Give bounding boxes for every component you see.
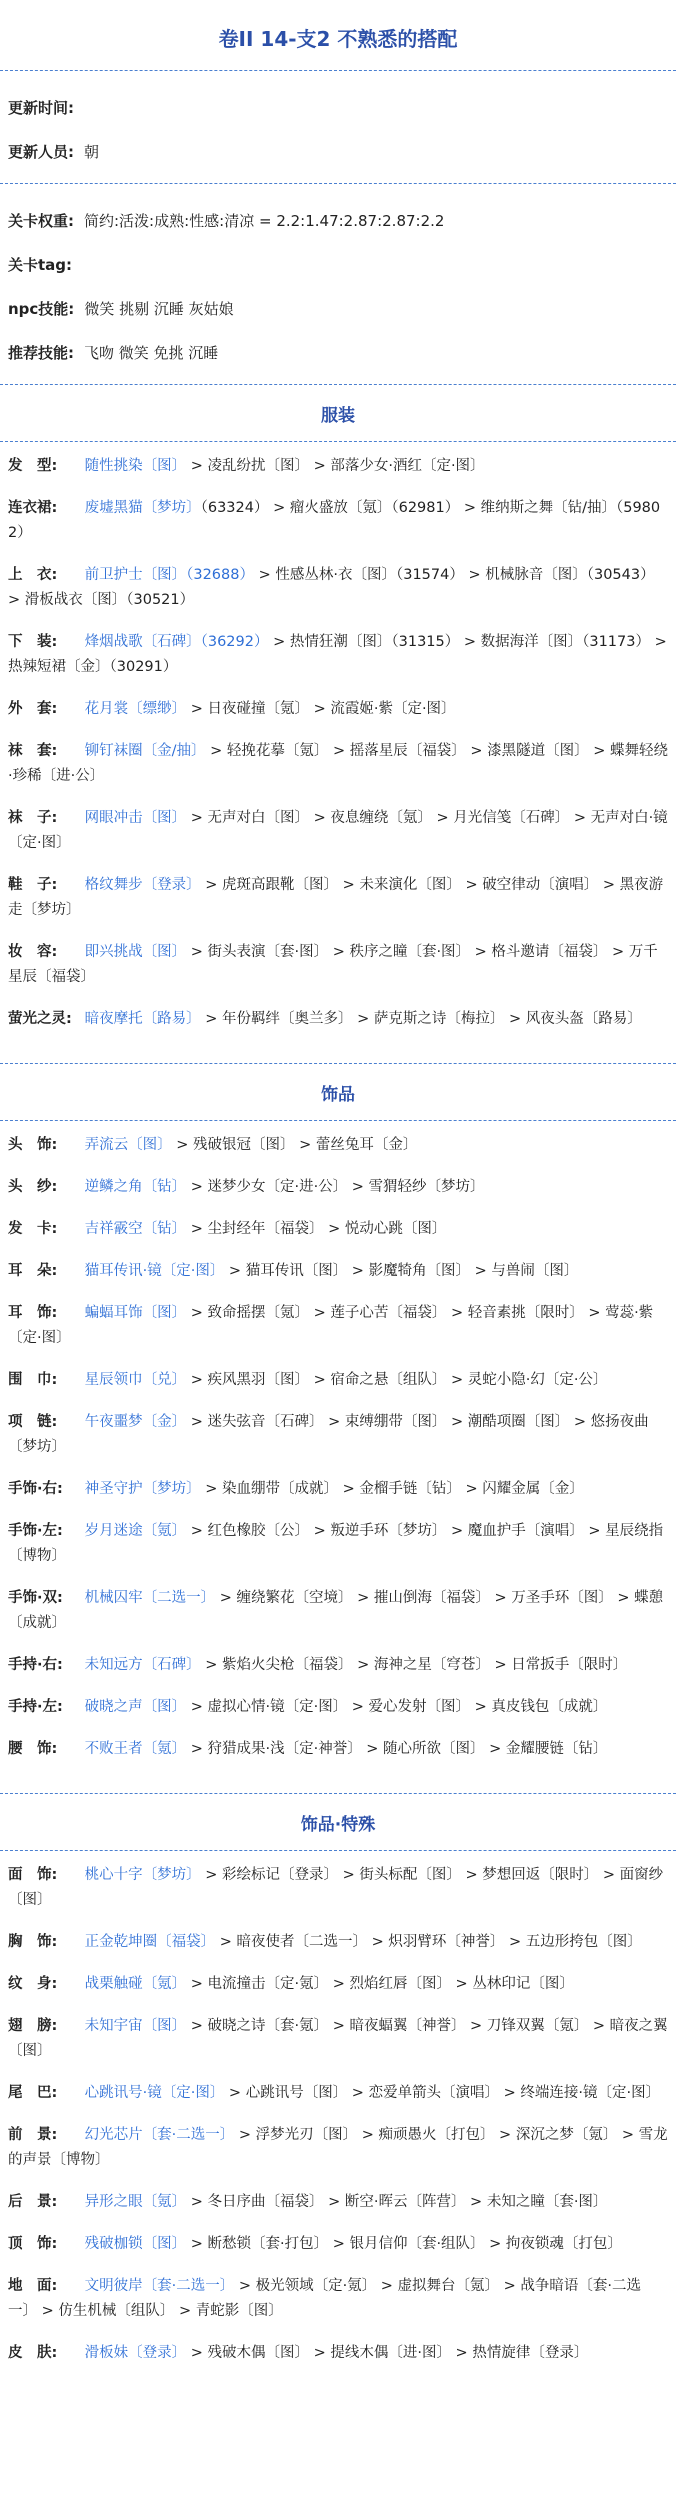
recommended-item-link[interactable]: 格纹舞步〔登录〕 — [84, 877, 201, 893]
recommended-item-link[interactable]: 战栗触碰〔氪〕 — [84, 1976, 187, 1992]
level-info — [0, 184, 676, 384]
slot-label: 妆 容: — [8, 944, 58, 960]
alternative-items: > 无声对白〔图〕 > 夜息缠绕〔氪〕 > 月光信笺〔石碑〕 > 无声对白·镜〔定·图〕 — [8, 810, 668, 851]
recommended-item-link[interactable]: 未知远方〔石碑〕 — [84, 1657, 201, 1673]
meta-key: 更新时间: — [8, 98, 74, 117]
list-item — [8, 1972, 668, 1997]
recommended-item-link[interactable]: 暗夜摩托〔路易〕 — [84, 1011, 201, 1027]
recommended-item-link[interactable]: 神圣守护〔梦坊〕 — [84, 1481, 201, 1497]
slot-label: 手饰·双: — [8, 1590, 63, 1606]
alternative-items: > 断愁锁〔套·打包〕 > 银月信仰〔套·组队〕 > 拘夜锁魂〔打包〕 — [186, 2236, 622, 2252]
alternative-items: > 破晓之诗〔套·氪〕 > 暗夜蝠翼〔神誉〕 > 刀锋双翼〔氪〕 > 暗夜之翼〔图〕 — [8, 2018, 668, 2059]
alternative-items: > 缠绕繁花〔空境〕 > 摧山倒海〔福袋〕 > 万圣手环〔图〕 > 蝶憩〔成就〕 — [8, 1590, 664, 1631]
slot-label: 手持·左: — [8, 1699, 63, 1715]
alternative-items: > 轻挽花摹〔氪〕 > 摇落星辰〔福袋〕 > 漆黑隧道〔图〕 > 蝶舞轻绕·珍稀〔进·公〕 — [8, 743, 668, 784]
list-item — [8, 1368, 668, 1393]
recommended-item-link[interactable]: 异形之眼〔氪〕 — [84, 2194, 187, 2210]
slot-label: 顶 饰: — [8, 2236, 58, 2252]
recommended-item-link[interactable]: 破晓之声〔图〕 — [84, 1699, 187, 1715]
slot-label: 前 景: — [8, 2127, 58, 2143]
alternative-items: （63324） > 瘤火盛放〔氪〕（62981） > 维纳斯之舞〔钻/抽〕（59802） — [8, 500, 661, 541]
item-list — [0, 442, 676, 1063]
list-item — [8, 1863, 668, 1913]
npc-skill-line — [8, 286, 668, 330]
slot-label: 耳 饰: — [8, 1305, 58, 1321]
slot-label: 地 面: — [8, 2278, 58, 2294]
alternative-items: > 红色橡胶〔公〕 > 叛逆手环〔梦坊〕 > 魔血护手〔演唱〕 > 星辰绕指〔博物〕 — [8, 1523, 664, 1564]
list-item — [8, 2123, 668, 2173]
slot-label: 袜 套: — [8, 743, 58, 759]
list-item — [8, 2190, 668, 2215]
alternative-items: > 残破银冠〔图〕 > 蕾丝兔耳〔金〕 — [171, 1137, 418, 1153]
list-item — [8, 2081, 668, 2106]
list-item — [8, 806, 668, 856]
tag-line — [8, 242, 668, 286]
alternative-items: > 彩绘标记〔登录〕 > 街头标配〔图〕 > 梦想回返〔限时〕 > 面窗纱〔图〕 — [8, 1867, 664, 1908]
updater-line — [8, 129, 668, 173]
alternative-items: > 凌乱纷扰〔图〕 > 部落少女·酒红〔定·图〕 — [186, 458, 485, 474]
recommended-item-link[interactable]: 随性挑染〔图〕 — [84, 458, 187, 474]
alternative-items: > 紫焰火尖枪〔福袋〕 > 海神之星〔穹苍〕 > 日常扳手〔限时〕 — [200, 1657, 628, 1673]
list-item — [8, 454, 668, 479]
alternative-items: > 猫耳传讯〔图〕 > 影魔犄角〔图〕 > 与兽闹〔图〕 — [224, 1263, 579, 1279]
recommended-item-link[interactable]: 吉祥霰空〔钻〕 — [84, 1221, 187, 1237]
slot-label: 外 套: — [8, 701, 58, 717]
recommended-item-link[interactable]: 机械囚牢〔二选一〕 — [84, 1590, 216, 1606]
alternative-items: > 迷梦少女〔定·进·公〕 > 雪猬轻纱〔梦坊〕 — [186, 1179, 485, 1195]
list-item — [8, 630, 668, 680]
recommended-item-link[interactable]: 文明彼岸〔套·二选一〕 — [84, 2278, 235, 2294]
slot-label: 萤光之灵: — [8, 1011, 72, 1027]
recommended-item-link[interactable]: 正金乾坤圈〔福袋〕 — [84, 1934, 216, 1950]
recommended-item-link[interactable]: 即兴挑战〔图〕 — [84, 944, 187, 960]
list-item — [8, 1133, 668, 1158]
alternative-items: > 暗夜使者〔二选一〕 > 炽羽臂环〔神誉〕 > 五边形挎包〔图〕 — [215, 1934, 642, 1950]
recommended-item-link[interactable]: 不败王者〔氪〕 — [84, 1741, 187, 1757]
slot-label: 胸 饰: — [8, 1934, 58, 1950]
alternative-items: > 冬日序曲〔福袋〕 > 断空·晖云〔阵营〕 > 未知之瞳〔套·图〕 — [186, 2194, 608, 2210]
section-title: 饰品 — [321, 1084, 355, 1105]
list-item — [8, 1259, 668, 1284]
info-value: 微笑 挑剔 沉睡 灰姑娘 — [84, 299, 234, 318]
alternative-items: > 染血绷带〔成就〕 > 金榴手链〔钻〕 > 闪耀金属〔金〕 — [200, 1481, 584, 1497]
slot-label: 面 饰: — [8, 1867, 58, 1883]
recommended-item-link[interactable]: 逆鳞之角〔钻〕 — [84, 1179, 187, 1195]
slot-label: 纹 身: — [8, 1976, 58, 1992]
alternative-items: > 日夜碰撞〔氪〕 > 流霞姬·紫〔定·图〕 — [186, 701, 456, 717]
slot-label: 手饰·右: — [8, 1481, 63, 1497]
info-key: 关卡tag: — [8, 255, 73, 274]
recommended-item-link[interactable]: 心跳讯号·镜〔定·图〕 — [84, 2085, 225, 2101]
alternative-items: > 致命摇摆〔氪〕 > 莲子心苦〔福袋〕 > 轻音素挑〔限时〕 > 莺蕊·紫〔定·图〕 — [8, 1305, 654, 1346]
recommended-item-link[interactable]: 桃心十字〔梦坊〕 — [84, 1867, 201, 1883]
slot-label: 连衣裙: — [8, 500, 58, 516]
slot-label: 耳 朵: — [8, 1263, 58, 1279]
list-item — [8, 1737, 668, 1762]
slot-label: 鞋 子: — [8, 877, 58, 893]
info-key: 关卡权重: — [8, 211, 74, 230]
slot-label: 手饰·左: — [8, 1523, 63, 1539]
alternative-items: > 疾风黑羽〔图〕 > 宿命之悬〔组队〕 > 灵蛇小隐·幻〔定·公〕 — [186, 1372, 608, 1388]
list-item — [8, 2341, 668, 2366]
alternative-items: > 虎斑高跟靴〔图〕 > 未来演化〔图〕 > 破空律动〔演唱〕 > 黑夜游走〔梦坊〕 — [8, 877, 664, 918]
slot-label: 后 景: — [8, 2194, 58, 2210]
sections-container — [0, 384, 676, 2397]
page-title: 卷II 14-支2 不熟悉的搭配 — [218, 26, 458, 51]
info-value: 简约:活泼:成熟:性感:清凉 = 2.2:1.47:2.87:2.87:2.2 — [84, 211, 445, 230]
slot-label: 腰 饰: — [8, 1741, 58, 1757]
alternative-items: > 残破木偶〔图〕 > 提线木偶〔进·图〕 > 热情旋律〔登录〕 — [186, 2345, 589, 2361]
recommended-item-link[interactable]: 午夜噩梦〔金〕 — [84, 1414, 187, 1430]
list-item — [8, 1695, 668, 1720]
update-time-line — [8, 85, 668, 129]
recommended-item-link[interactable]: 铆钉袜圈〔金/抽〕 — [84, 743, 206, 759]
alternative-items: > 浮梦光刃〔图〕 > 痴顽愚火〔打包〕 > 深沉之梦〔氪〕 > 雪龙的声景〔博物〕 — [8, 2127, 668, 2168]
recommended-item-link[interactable]: 残破枷锁〔图〕 — [84, 2236, 187, 2252]
slot-label: 下 装: — [8, 634, 58, 650]
alternative-items: > 电流撞击〔定·氪〕 > 烈焰红唇〔图〕 > 丛林印记〔图〕 — [186, 1976, 574, 1992]
list-item — [8, 697, 668, 722]
list-item — [8, 2274, 668, 2324]
slot-label: 翅 膀: — [8, 2018, 58, 2034]
alternative-items: > 街头表演〔套·图〕 > 秩序之瞳〔套·图〕 > 格斗邀请〔福袋〕 > 万千星辰〔福袋〕 — [8, 944, 658, 985]
alternative-items: > 极光领域〔定·氪〕 > 虚拟舞台〔氪〕 > 战争暗语〔套·二选一〕 > 仿生机械〔组队〕 > 青蛇影〔图〕 — [8, 2278, 642, 2319]
recommended-item-link[interactable]: 未知宇宙〔图〕 — [84, 2018, 187, 2034]
list-item — [8, 1217, 668, 1242]
recommended-skill-line — [8, 330, 668, 374]
alternative-items: > 狩猎成果·浅〔定·神誉〕 > 随心所欲〔图〕 > 金耀腰链〔钻〕 — [186, 1741, 608, 1757]
alternative-items: > 虚拟心情·镜〔定·图〕 > 爱心发射〔图〕 > 真皮钱包〔成就〕 — [186, 1699, 608, 1715]
slot-label: 发 型: — [8, 458, 58, 474]
info-key: npc技能: — [8, 299, 75, 318]
slot-label: 发 卡: — [8, 1221, 58, 1237]
info-value: 飞吻 微笑 免挑 沉睡 — [84, 343, 219, 362]
slot-label: 袜 子: — [8, 810, 58, 826]
recommended-item-link[interactable]: 前卫护士〔图〕（32688） — [84, 567, 254, 583]
list-item — [8, 563, 668, 613]
slot-label: 手持·右: — [8, 1657, 63, 1673]
slot-label: 皮 肤: — [8, 2345, 58, 2361]
recommended-item-link[interactable]: 星辰领巾〔兑〕 — [84, 1372, 187, 1388]
recommended-item-link[interactable]: 烽烟战歌〔石碑〕（36292） — [84, 634, 269, 650]
recommended-item-link[interactable]: 岁月迷途〔氪〕 — [84, 1523, 187, 1539]
list-item — [8, 2232, 668, 2257]
recommended-item-link[interactable]: 幻光芯片〔套·二选一〕 — [84, 2127, 235, 2143]
section-title: 饰品·特殊 — [300, 1814, 376, 1835]
list-item — [8, 1586, 668, 1636]
slot-label: 围 巾: — [8, 1372, 58, 1388]
alternative-items: > 年份羁绊〔奥兰多〕 > 萨克斯之诗〔梅拉〕 > 风夜头盔〔路易〕 — [200, 1011, 642, 1027]
recommended-item-link[interactable]: 花月裳〔缥缈〕 — [84, 701, 187, 717]
alternative-items: > 热情狂潮〔图〕（31315） > 数据海洋〔图〕（31173） > 热辣短裙〔金〕（30291） — [8, 634, 667, 675]
alternative-items: > 心跳讯号〔图〕 > 恋爱单箭头〔演唱〕 > 终端连接·镜〔定·图〕 — [224, 2085, 661, 2101]
recommended-item-link[interactable]: 废墟黑猫〔梦坊〕 — [84, 500, 201, 516]
list-item — [8, 1653, 668, 1678]
slot-label: 项 链: — [8, 1414, 58, 1430]
list-item — [8, 873, 668, 923]
meta-value: 朝 — [84, 142, 100, 161]
slot-label: 头 纱: — [8, 1179, 58, 1195]
recommended-item-link[interactable]: 网眼冲击〔图〕 — [84, 810, 187, 826]
list-item — [8, 1007, 668, 1032]
alternative-items: > 迷失弦音〔石碑〕 > 束缚绷带〔图〕 > 潮酷项圈〔图〕 > 悠扬夜曲〔梦坊〕 — [8, 1414, 649, 1455]
alternative-items: > 尘封经年〔福袋〕 > 悦动心跳〔图〕 — [186, 1221, 447, 1237]
item-list — [0, 1851, 676, 2397]
meta-key: 更新人员: — [8, 142, 74, 161]
list-item — [8, 940, 668, 990]
list-item — [8, 1930, 668, 1955]
list-item — [8, 496, 668, 546]
recommended-item-link[interactable]: 弄流云〔图〕 — [84, 1137, 172, 1153]
list-item — [8, 1477, 668, 1502]
list-item — [8, 2014, 668, 2064]
list-item — [8, 1301, 668, 1351]
list-item — [8, 1175, 668, 1200]
section-title: 服装 — [321, 405, 355, 426]
slot-label: 尾 巴: — [8, 2085, 58, 2101]
list-item — [8, 1519, 668, 1569]
update-meta — [0, 71, 676, 183]
weight-line — [8, 198, 668, 242]
slot-label: 头 饰: — [8, 1137, 58, 1153]
slot-label: 上 衣: — [8, 567, 58, 583]
alternative-items: > 性感丛林·衣〔图〕（31574） > 机械脉音〔图〕（30543） > 滑板战衣〔图〕（30521） — [8, 567, 655, 608]
info-key: 推荐技能: — [8, 343, 74, 362]
recommended-item-link[interactable]: 滑板妹〔登录〕 — [84, 2345, 187, 2361]
recommended-item-link[interactable]: 猫耳传讯·镜〔定·图〕 — [84, 1263, 225, 1279]
item-list — [0, 1121, 676, 1793]
list-item — [8, 739, 668, 789]
list-item — [8, 1410, 668, 1460]
recommended-item-link[interactable]: 蝙蝠耳饰〔图〕 — [84, 1305, 187, 1321]
